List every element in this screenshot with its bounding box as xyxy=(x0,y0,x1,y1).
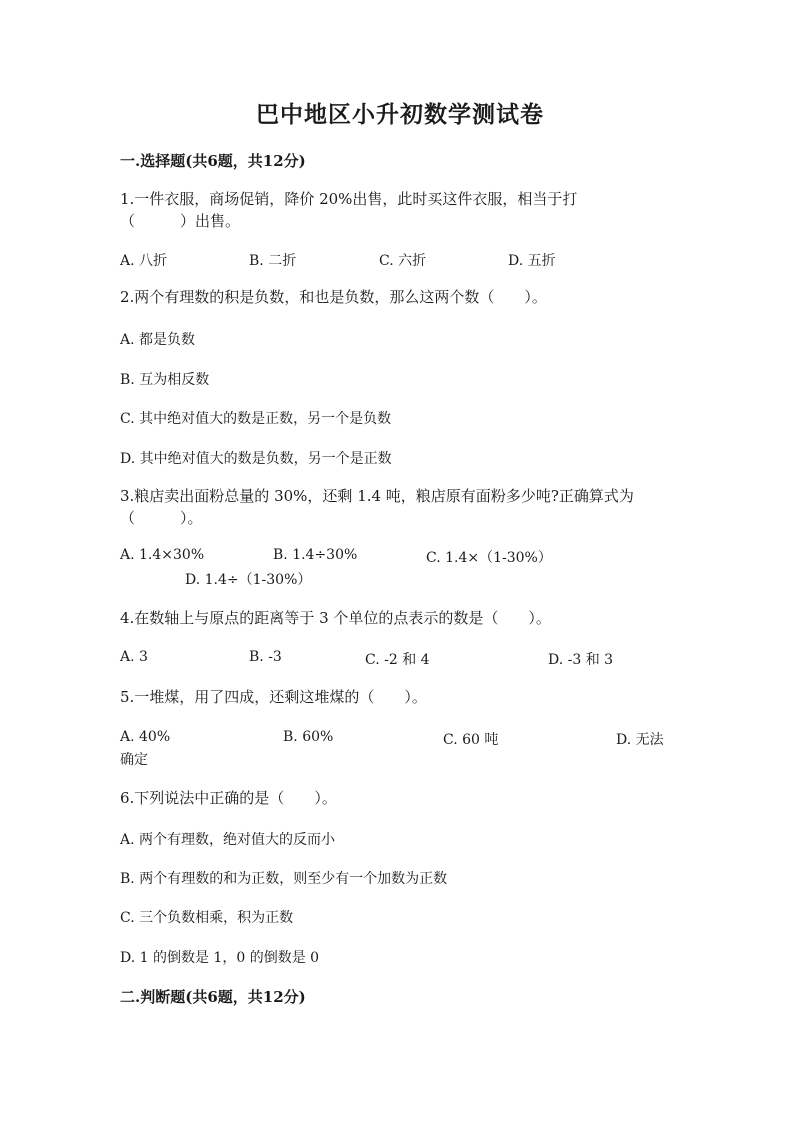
q6-option-d: D. 1 的倒数是 1，0 的倒数是 0 xyxy=(120,950,320,966)
question-6: 6.下列说法中正确的是（ ）。 xyxy=(120,789,337,807)
q2-option-d: D. 其中绝对值大的数是负数，另一个是正数 xyxy=(120,451,392,467)
question-2: 2.两个有理数的积是负数，和也是负数，那么这两个数（ ）。 xyxy=(120,288,547,306)
question-3 xyxy=(120,485,680,529)
q5-option-d: D. 无法 xyxy=(616,732,664,748)
q4-option-a: A. 3 xyxy=(120,649,148,665)
q2-option-a: A. 都是负数 xyxy=(120,332,196,348)
q3-option-d: D. 1.4÷（1-30%） xyxy=(185,572,312,588)
q4-option-c: C. -2 和 4 xyxy=(365,652,430,668)
question-1-line-1: 1.一件衣服，商场促销，降价 20%出售，此时买这件衣服，相当于打 xyxy=(120,190,578,208)
exam-title: 巴中地区小升初数学测试卷 xyxy=(256,101,544,128)
q1-option-b: B. 二折 xyxy=(249,253,297,269)
q3-option-a: A. 1.4×30% xyxy=(120,547,205,563)
q5-option-d-wrap: 确定 xyxy=(120,752,148,768)
q1-option-d: D. 五折 xyxy=(508,253,556,269)
question-3-line-2: （ ）。 xyxy=(120,509,203,527)
q3-option-c: C. 1.4×（1-30%） xyxy=(426,550,552,566)
q6-option-a: A. 两个有理数，绝对值大的反而小 xyxy=(120,832,336,848)
q6-option-c: C. 三个负数相乘，积为正数 xyxy=(120,910,294,926)
q2-option-c: C. 其中绝对值大的数是正数，另一个是负数 xyxy=(120,411,392,427)
q5-option-a: A. 40% xyxy=(120,729,171,745)
section-heading-choice: 一.选择题(共6题，共12分) xyxy=(120,152,306,170)
q2-option-b: B. 互为相反数 xyxy=(120,372,210,388)
question-4: 4.在数轴上与原点的距离等于 3 个单位的点表示的数是（ ）。 xyxy=(120,609,551,627)
q4-option-d: D. -3 和 3 xyxy=(548,652,614,668)
q1-option-a: A. 八折 xyxy=(120,253,168,269)
q5-option-c: C. 60 吨 xyxy=(443,732,499,748)
question-3-line-1: 3.粮店卖出面粉总量的 30%，还剩 1.4 吨，粮店原有面粉多少吨?正确算式为 xyxy=(120,487,634,505)
section-heading-judgment: 二.判断题(共6题，共12分) xyxy=(120,988,306,1006)
q6-option-b: B. 两个有理数的和为正数，则至少有一个加数为正数 xyxy=(120,871,448,887)
q1-option-c: C. 六折 xyxy=(379,253,427,269)
question-1 xyxy=(120,188,680,232)
question-5: 5.一堆煤，用了四成，还剩这堆煤的（ ）。 xyxy=(120,688,427,706)
q5-option-b: B. 60% xyxy=(283,729,334,745)
q4-option-b: B. -3 xyxy=(249,649,282,665)
question-1-line-2: （ ）出售。 xyxy=(120,212,241,230)
q3-option-b: B. 1.4÷30% xyxy=(273,547,358,563)
